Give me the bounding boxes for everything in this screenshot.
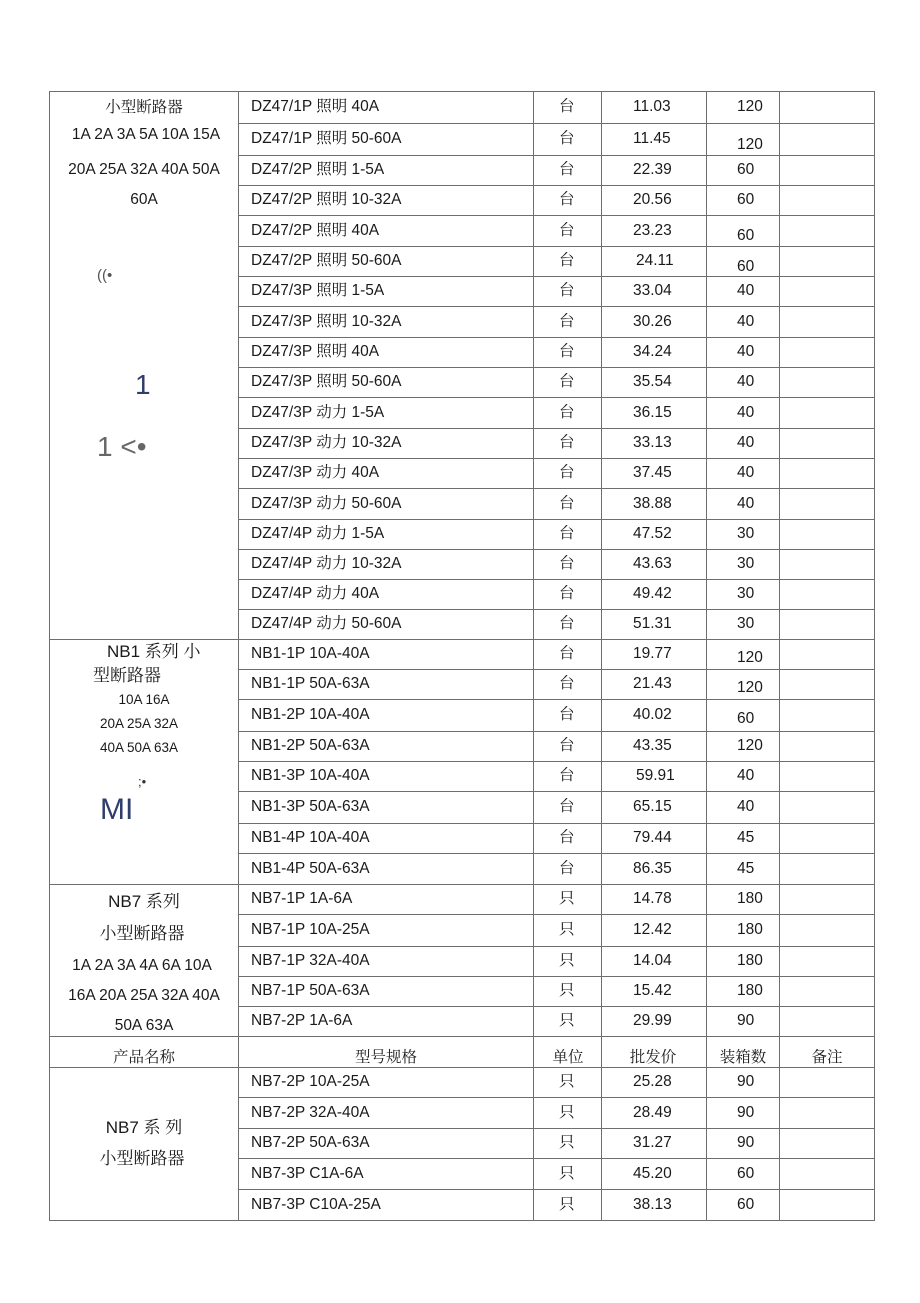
- row-model: NB7-3P C10A-25A: [251, 1195, 381, 1213]
- row-price: 37.45: [633, 464, 672, 481]
- row-model: NB7-2P 10A-25A: [251, 1073, 370, 1090]
- row-qty: 60: [737, 710, 755, 727]
- row-price: 43.35: [633, 737, 672, 754]
- row-price: 12.42: [633, 921, 672, 938]
- row-model: DZ47/2P 照明 40A: [251, 221, 380, 239]
- row-unit: 台: [559, 434, 575, 451]
- row-model: DZ47/2P 照明 50-60A: [251, 252, 402, 269]
- group-divider: [49, 639, 875, 640]
- table-border-bottom: [49, 1220, 875, 1221]
- row-model: NB1-4P 10A-40A: [251, 829, 370, 846]
- row-divider: [238, 1128, 875, 1129]
- row-model: DZ47/3P 照明 40A: [251, 343, 380, 360]
- row-model: NB1-3P 10A-40A: [251, 767, 370, 784]
- row-divider: [238, 791, 875, 792]
- row-divider: [238, 246, 875, 247]
- row-unit: 只: [559, 921, 575, 938]
- row-unit: 只: [559, 952, 575, 969]
- row-unit: 台: [559, 252, 575, 269]
- row-price: 20.56: [633, 191, 672, 208]
- row-model: DZ47/1P 照明 50-60A: [251, 130, 402, 147]
- row-qty: 120: [737, 679, 763, 696]
- row-divider: [238, 946, 875, 947]
- row-model: DZ47/4P 动力 50-60A: [251, 615, 402, 632]
- header-qty: 装箱数: [719, 1049, 767, 1066]
- row-divider: [238, 306, 875, 307]
- row-unit: 只: [559, 1012, 575, 1029]
- row-model: NB7-1P 10A-25A: [251, 921, 370, 938]
- header-divider-bottom: [49, 1067, 875, 1068]
- row-unit: 台: [559, 98, 575, 115]
- header-price: 批发价: [629, 1049, 677, 1066]
- row-unit: 台: [559, 615, 575, 632]
- row-divider: [238, 1097, 875, 1098]
- row-price: 33.04: [633, 282, 672, 299]
- row-qty: 40: [737, 312, 755, 330]
- row-price: 15.42: [633, 982, 672, 999]
- row-model: NB7-1P 1A-6A: [251, 890, 353, 907]
- row-price: 51.31: [633, 615, 672, 632]
- row-unit: 台: [559, 343, 575, 360]
- row-unit: 只: [559, 982, 575, 999]
- row-model: NB1-2P 10A-40A: [251, 706, 370, 723]
- row-unit: 台: [559, 859, 575, 877]
- row-unit: 台: [559, 585, 575, 602]
- row-divider: [238, 519, 875, 520]
- col-divider-name: [238, 91, 239, 1221]
- row-qty: 180: [737, 890, 763, 907]
- group-spec: 20A 25A 32A: [99, 716, 179, 731]
- row-unit: 台: [559, 282, 575, 299]
- row-model: DZ47/4P 动力 10-32A: [251, 555, 402, 572]
- price-table: [49, 91, 875, 1221]
- row-divider: [238, 1158, 875, 1159]
- row-qty: 60: [737, 258, 755, 275]
- row-unit: 台: [559, 312, 575, 330]
- scan-mark: ;•: [138, 774, 147, 789]
- row-qty: 60: [737, 1164, 755, 1182]
- row-price: 28.49: [633, 1103, 672, 1121]
- table-border-left: [49, 91, 50, 1221]
- row-price: 35.54: [633, 373, 672, 390]
- row-unit: 台: [559, 221, 575, 239]
- group-title: NB7 系 列: [105, 1118, 183, 1137]
- row-unit: 台: [559, 645, 575, 662]
- row-model: NB1-2P 50A-63A: [251, 737, 370, 754]
- row-model: NB1-1P 50A-63A: [251, 675, 370, 692]
- row-model: DZ47/1P 照明 40A: [251, 98, 380, 115]
- header-unit: 单位: [552, 1049, 584, 1066]
- row-qty: 40: [737, 494, 755, 512]
- row-price: 11.03: [633, 98, 671, 115]
- row-divider: [238, 609, 875, 610]
- row-qty: 30: [737, 585, 755, 602]
- row-unit: 台: [559, 191, 575, 208]
- row-price: 43.63: [633, 555, 672, 572]
- col-divider-unit: [601, 91, 602, 1221]
- row-unit: 台: [559, 706, 575, 723]
- row-price: 21.43: [633, 675, 672, 692]
- row-price: 33.13: [633, 434, 672, 451]
- row-divider: [238, 669, 875, 670]
- row-price: 40.02: [633, 706, 672, 723]
- row-divider: [238, 914, 875, 915]
- group-spec: 60A: [130, 191, 158, 208]
- row-qty: 40: [737, 798, 755, 815]
- row-price: 59.91: [636, 767, 675, 784]
- row-unit: 台: [559, 798, 575, 815]
- row-model: NB7-2P 1A-6A: [251, 1012, 353, 1029]
- row-price: 24.11: [636, 252, 674, 269]
- row-price: 14.78: [633, 890, 672, 907]
- row-qty: 60: [737, 191, 755, 208]
- row-qty: 90: [737, 1012, 755, 1029]
- row-unit: 只: [559, 1195, 575, 1213]
- row-qty: 40: [737, 464, 755, 481]
- col-divider-model: [533, 91, 534, 1221]
- group-spec: 16A 20A 25A 32A 40A: [68, 987, 220, 1004]
- row-qty: 30: [737, 555, 755, 572]
- row-qty: 40: [737, 767, 755, 784]
- row-qty: 90: [737, 1103, 755, 1121]
- row-price: 25.28: [633, 1073, 672, 1090]
- row-model: DZ47/3P 照明 50-60A: [251, 373, 402, 390]
- row-unit: 台: [559, 403, 575, 421]
- row-model: DZ47/3P 照明 10-32A: [251, 312, 402, 330]
- group-title: NB1 系列 小: [107, 642, 201, 661]
- group-spec: 10A 16A: [118, 692, 170, 707]
- row-unit: 台: [559, 161, 575, 178]
- group-title: 小型断路器: [99, 924, 185, 943]
- row-qty: 60: [737, 1195, 755, 1213]
- row-divider: [238, 276, 875, 277]
- row-price: 22.39: [633, 161, 672, 178]
- row-qty: 40: [737, 373, 755, 390]
- header-divider-top: [49, 1036, 875, 1037]
- row-model: NB1-1P 10A-40A: [251, 645, 370, 662]
- row-qty: 30: [737, 615, 755, 632]
- row-price: 79.44: [633, 829, 672, 846]
- row-unit: 只: [559, 1134, 575, 1151]
- row-divider: [238, 215, 875, 216]
- row-divider: [238, 1189, 875, 1190]
- row-price: 49.42: [633, 585, 672, 602]
- row-unit: 只: [559, 1164, 575, 1182]
- row-model: DZ47/2P 照明 1-5A: [251, 161, 385, 178]
- row-price: 11.45: [633, 130, 671, 147]
- row-qty: 60: [737, 161, 755, 178]
- row-qty: 30: [737, 525, 755, 542]
- row-qty: 40: [737, 343, 755, 360]
- header-model: 型号规格: [354, 1049, 418, 1066]
- group-title: NB7 系列: [108, 892, 180, 911]
- row-model: DZ47/3P 动力 10-32A: [251, 434, 402, 451]
- row-unit: 台: [559, 373, 575, 390]
- row-price: 14.04: [633, 952, 672, 969]
- row-unit: 台: [559, 555, 575, 572]
- row-price: 38.88: [633, 494, 672, 512]
- row-unit: 台: [559, 737, 575, 754]
- row-unit: 台: [559, 130, 575, 147]
- row-qty: 120: [737, 737, 763, 754]
- row-divider: [238, 155, 875, 156]
- row-qty: 120: [737, 136, 763, 153]
- scan-mark: 1 <•: [97, 431, 147, 462]
- row-model: NB7-2P 50A-63A: [251, 1134, 370, 1151]
- row-divider: [238, 397, 875, 398]
- scan-mark: 1: [135, 369, 151, 400]
- group-title: 型断路器: [93, 666, 161, 685]
- row-model: DZ47/2P 照明 10-32A: [251, 191, 402, 208]
- row-divider: [238, 488, 875, 489]
- group-spec: 20A 25A 32A 40A 50A: [68, 161, 220, 178]
- row-model: DZ47/3P 动力 1-5A: [251, 403, 385, 421]
- row-model: NB1-4P 50A-63A: [251, 859, 370, 877]
- row-divider: [238, 976, 875, 977]
- row-unit: 只: [559, 1073, 575, 1090]
- group-divider: [49, 884, 875, 885]
- row-price: 29.99: [633, 1012, 672, 1029]
- row-qty: 60: [737, 226, 755, 244]
- row-price: 86.35: [633, 859, 672, 877]
- row-model: NB7-1P 32A-40A: [251, 952, 370, 969]
- row-qty: 40: [737, 434, 755, 451]
- row-unit: 只: [559, 890, 575, 907]
- header-remark: 备注: [811, 1049, 843, 1066]
- row-model: NB7-2P 32A-40A: [251, 1103, 370, 1121]
- row-divider: [238, 699, 875, 700]
- row-divider: [238, 185, 875, 186]
- row-price: 65.15: [633, 798, 672, 815]
- row-divider: [238, 579, 875, 580]
- row-model: DZ47/3P 动力 40A: [251, 464, 380, 481]
- row-price: 34.24: [633, 343, 672, 360]
- row-divider: [238, 853, 875, 854]
- scan-mark: MI: [100, 793, 134, 826]
- group-spec: 1A 2A 3A 4A 6A 10A: [72, 957, 212, 974]
- row-divider: [238, 1006, 875, 1007]
- row-divider: [238, 123, 875, 124]
- table-border-right: [874, 91, 875, 1221]
- row-divider: [238, 731, 875, 732]
- row-divider: [238, 337, 875, 338]
- row-qty: 120: [737, 98, 763, 115]
- group-title: 小型断路器: [99, 1149, 185, 1168]
- header-name: 产品名称: [112, 1049, 176, 1066]
- row-price: 47.52: [633, 525, 672, 542]
- row-price: 19.77: [633, 645, 672, 662]
- row-unit: 只: [559, 1103, 575, 1121]
- group-spec: 50A 63A: [114, 1017, 174, 1034]
- col-divider-qty: [779, 91, 780, 1221]
- row-unit: 台: [559, 464, 575, 481]
- row-qty: 180: [737, 952, 763, 969]
- row-unit: 台: [559, 829, 575, 846]
- row-divider: [238, 428, 875, 429]
- col-divider-price: [706, 91, 707, 1221]
- row-model: DZ47/3P 动力 50-60A: [251, 494, 402, 512]
- row-unit: 台: [559, 525, 575, 542]
- group-title: 小型断路器: [105, 99, 183, 116]
- row-model: DZ47/4P 动力 1-5A: [251, 525, 385, 542]
- group-spec: 1A 2A 3A 5A 10A 15A: [71, 126, 221, 143]
- group-spec: 40A 50A 63A: [99, 740, 179, 755]
- row-qty: 120: [737, 649, 763, 666]
- row-model: NB7-3P C1A-6A: [251, 1164, 364, 1182]
- row-price: 23.23: [633, 221, 672, 239]
- row-qty: 180: [737, 982, 763, 999]
- row-unit: 台: [559, 675, 575, 692]
- row-price: 30.26: [633, 312, 672, 330]
- row-qty: 90: [737, 1073, 755, 1090]
- row-price: 45.20: [633, 1164, 672, 1182]
- row-price: 38.13: [633, 1195, 672, 1213]
- row-divider: [238, 549, 875, 550]
- row-divider: [238, 761, 875, 762]
- row-model: DZ47/4P 动力 40A: [251, 585, 380, 602]
- scan-mark: ((•: [97, 267, 113, 284]
- row-price: 36.15: [633, 403, 672, 421]
- row-unit: 台: [559, 767, 575, 784]
- row-qty: 40: [737, 403, 755, 421]
- row-price: 31.27: [633, 1134, 672, 1151]
- table-border-top: [49, 91, 875, 92]
- row-divider: [238, 367, 875, 368]
- row-qty: 40: [737, 282, 755, 299]
- row-qty: 90: [737, 1134, 755, 1151]
- row-divider: [238, 823, 875, 824]
- row-model: DZ47/3P 照明 1-5A: [251, 282, 385, 299]
- row-qty: 45: [737, 859, 755, 877]
- row-model: NB1-3P 50A-63A: [251, 798, 370, 815]
- row-qty: 180: [737, 921, 763, 938]
- row-model: NB7-1P 50A-63A: [251, 982, 370, 999]
- row-qty: 45: [737, 829, 755, 846]
- row-divider: [238, 458, 875, 459]
- row-unit: 台: [559, 494, 575, 512]
